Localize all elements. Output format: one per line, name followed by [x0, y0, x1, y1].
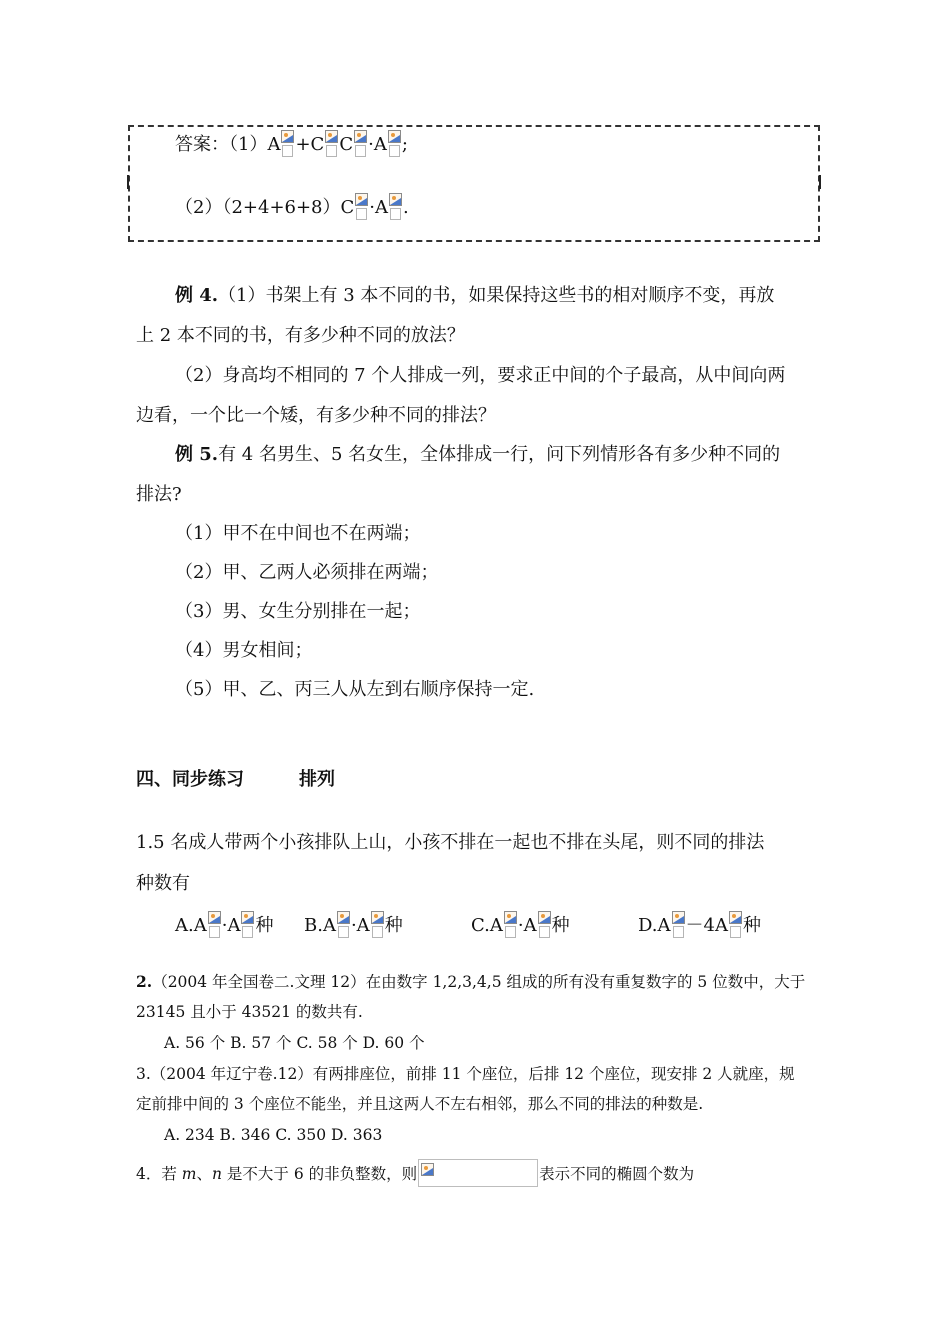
section-heading: 四、同步练习	[136, 769, 244, 790]
q1-option-c: C.A ·A 种	[471, 911, 570, 939]
broken-image-icon	[672, 911, 685, 937]
example-4-line-4: 边看，一个比一个矮，有多少种不同的排法？	[136, 405, 496, 426]
q2-number: 2.	[136, 972, 153, 991]
formula-image-frame	[418, 1159, 538, 1187]
q2-options: A. 56 个 B. 57 个 C. 58 个 D. 60 个	[164, 1034, 425, 1052]
broken-image-icon	[388, 130, 401, 156]
example-5-item: （2）甲、乙两人必须排在两端；	[175, 562, 439, 583]
example-4-line-2: 上 2 本不同的书，有多少种不同的放法？	[136, 325, 465, 346]
q1-option-a: A.A ·A 种	[175, 911, 273, 939]
answer-line-1: 答案：（1）A +C C ·A ;	[175, 130, 408, 158]
broken-image-icon	[337, 911, 350, 937]
q1-option-d: D.A －4A 种	[638, 911, 761, 939]
q3-line-1: 3.（2004 年辽宁卷.12）有两排座位，前排 11 个座位，后排 12 个座位，现安排 2 人就座，规	[136, 1065, 795, 1083]
example-5-line-1: 例 5.有 4 名男生、5 名女生，全体排成一行，问下列情形各有多少种不同的	[175, 444, 781, 465]
broken-image-icon	[729, 911, 742, 937]
broken-image-icon	[421, 1163, 434, 1177]
broken-image-icon	[371, 911, 384, 937]
q1-option-b: B.A ·A 种	[304, 911, 403, 939]
broken-image-icon	[208, 911, 221, 937]
broken-image-icon	[389, 193, 402, 219]
broken-image-icon	[354, 130, 367, 156]
example-4-line-1: 例 4.（1）书架上有 3 本不同的书，如果保持这些书的相对顺序不变，再放	[175, 285, 775, 306]
section-subheading: 排列	[299, 769, 335, 790]
q4-line: 4．若 m、n 是不大于 6 的非负整数，则 表示不同的椭圆个数为	[136, 1159, 694, 1187]
broken-image-icon	[281, 130, 294, 156]
example-4-line-3: （2）身高均不相同的 7 个人排成一列，要求正中间的个子最高，从中间向两	[175, 365, 786, 386]
q2-line-2: 23145 且小于 43521 的数共有.	[136, 1003, 363, 1021]
box-edge-mark-left	[127, 175, 129, 189]
q2-line-1: 2.（2004 年全国卷二.文理 12）在由数字 1,2,3,4,5 组成的所有没有重复数字的 5 位数中，大于	[136, 972, 806, 991]
box-edge-mark-right	[819, 175, 821, 189]
broken-image-icon	[325, 130, 338, 156]
example-5-label: 例 5.	[175, 444, 219, 465]
example-4-label: 例 4.	[175, 285, 219, 306]
broken-image-icon	[355, 193, 368, 219]
q1-line-2: 种数有	[136, 873, 190, 894]
q3-line-2: 定前排中间的 3 个座位不能坐，并且这两人不左右相邻，那么不同的排法的种数是.	[136, 1095, 704, 1113]
example-5-item: （3）男、女生分别排在一起；	[175, 601, 421, 622]
broken-image-icon	[504, 911, 517, 937]
variable-m: m	[181, 1165, 197, 1183]
example-5-line-2: 排法?	[136, 484, 182, 505]
example-5-item: （1）甲不在中间也不在两端；	[175, 523, 421, 544]
example-5-item: （4）男女相间；	[175, 640, 313, 661]
example-5-item: （5）甲、乙、丙三人从左到右顺序保持一定.	[175, 679, 535, 700]
broken-image-icon	[538, 911, 551, 937]
variable-n: n	[212, 1165, 222, 1183]
broken-image-icon	[241, 911, 254, 937]
answer-line-2: （2）（2+4+6+8）C ·A .	[175, 193, 409, 221]
q1-line-1: 1.5 名成人带两个小孩排队上山，小孩不排在一起也不排在头尾，则不同的排法	[136, 832, 765, 853]
q3-options: A. 234 B. 346 C. 350 D. 363	[164, 1126, 383, 1144]
